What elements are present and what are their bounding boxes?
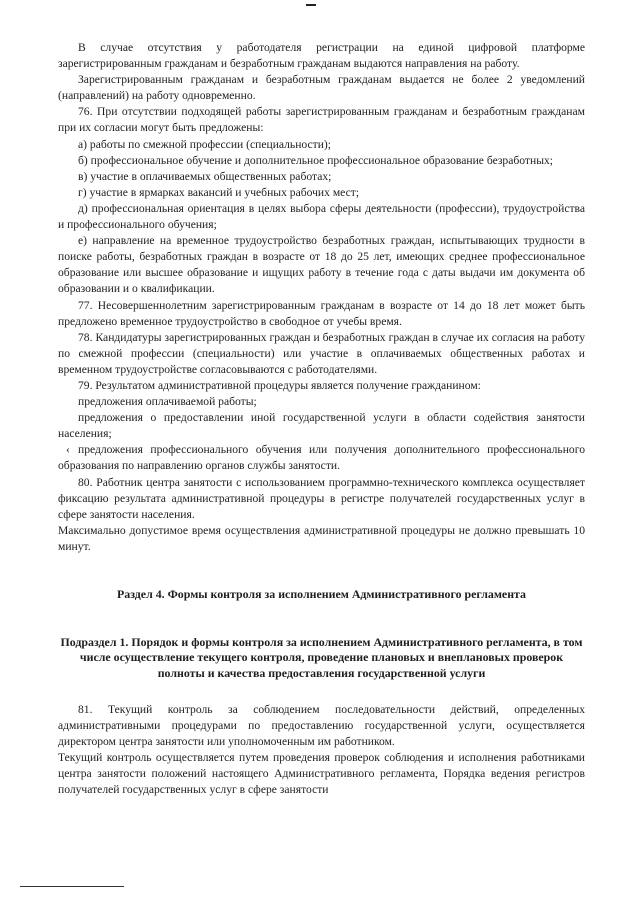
paragraph-p13 — [58, 394, 585, 410]
paragraph-text: Зарегистрированным гражданам и безработным гражданам выдается не более 2 уведомлений (направлений) на работу одновременно. — [58, 73, 585, 103]
paragraph-text: б) профессиональное обучение и дополнительное профессиональное образование безработных; — [78, 153, 553, 167]
paragraph-text: предложения о предоставлении иной государственной услуги в области содействия занятости населения; — [58, 411, 585, 441]
paragraph-text: 80. Работник центра занятости с использованием программно-технического комплекса осуществляет фиксацию результата административной процедуры в регистре получателей государственных услуг в сфере занятости населения. — [58, 475, 585, 521]
paragraph-text: Текущий контроль осуществляется путем проведения проверок соблюдения и исполнения работниками центра занятости положений настоящего Административного регламента, Порядка ведения регистров получателей государственных услуг в сфере занятости — [58, 751, 585, 797]
paragraph-p17 — [58, 523, 585, 555]
paragraphs-top — [58, 40, 585, 555]
document-body — [58, 40, 585, 799]
paragraph-p9 — [58, 233, 585, 297]
top-dash — [306, 4, 316, 6]
paragraph-text: 78. Кандидатуры зарегистрированных граждан и безработных граждан в случае их согласия на работу по смежной профессии (специальности) или участие в оплачиваемых общественных работах и временном трудоустройстве согласовываются с работодателями. — [58, 330, 585, 376]
paragraph-p4 — [58, 137, 585, 153]
paragraph-text: Максимально допустимое время осуществления административной процедуры не должно превышать 10 минут. — [58, 523, 585, 553]
paragraph-p10 — [58, 298, 585, 330]
paragraph-p1 — [58, 40, 585, 72]
paragraph-text: предложения профессионального обучения или получения дополнительного профессионального образования по направлению органов службы занятости. — [58, 443, 585, 473]
paragraph-p6 — [58, 169, 585, 185]
paragraph-p8 — [58, 201, 585, 233]
section-heading: Раздел 4. Формы контроля за исполнением Административного регламента — [117, 587, 526, 601]
paragraph-text: 79. Результатом административной процедуры является получение гражданином: — [78, 378, 481, 392]
paragraph-text: 76. При отсутствии подходящей работы зарегистрированным гражданам и безработным гражданам при их согласии могут быть предложены: — [58, 105, 585, 135]
paragraph-p5 — [58, 153, 585, 169]
paragraph-text: г) участие в ярмарках вакансий и учебных рабочих мест; — [78, 185, 360, 199]
paragraph-text: в) участие в оплачиваемых общественных работах; — [78, 169, 332, 183]
paragraph-p12 — [58, 378, 585, 394]
subsection-heading: Подраздел 1. Порядок и формы контроля за исполнением Административного регламента, в том числе осуществление текущего контроля, проведение плановых и внеплановых проверок полноты и качества предоставления государственной услуги — [60, 634, 583, 680]
footnote-rule — [20, 886, 124, 887]
paragraph-p2 — [58, 72, 585, 104]
paragraph-p15 — [58, 442, 585, 474]
paragraph-p16 — [58, 475, 585, 523]
paragraph-text: е) направление на временное трудоустройство безработных граждан, испытывающих трудности в поиске работы, безработных граждан в возрасте от 18 до 25 лет, имеющих среднее профессиональное образование или высшее образование и ищущих работу в течение года с даты выдачи им документа об образовании и о квалификации. — [58, 234, 585, 296]
paragraph-text: В случае отсутствия у работодателя регистрации на единой цифровой платформе зарегистрированным гражданам и безработным гражданам выдаются направления на работу. — [58, 41, 585, 71]
paragraph-p14 — [58, 410, 585, 442]
paragraphs-bottom — [58, 702, 585, 799]
paragraph-p18 — [58, 702, 585, 750]
paragraph-text: 77. Несовершеннолетним зарегистрированным гражданам в возрасте от 14 до 18 лет может быть предложено временное трудоустройство в свободное от учебы время. — [58, 298, 585, 328]
paragraph-text: д) профессиональная ориентация в целях выбора сферы деятельности (профессии), трудоустройства и профессионального обучения; — [58, 201, 585, 232]
paragraph-text: а) работы по смежной профессии (специальности); — [78, 137, 332, 151]
margin-mark: ‹ — [66, 443, 70, 457]
paragraph-text: предложения оплачиваемой работы; — [78, 395, 257, 409]
paragraph-p19 — [58, 750, 585, 798]
paragraph-text: 81. Текущий контроль за соблюдением последовательности действий, определенных административными процедурами по предоставлению государственной услуги, осуществляется директором центра занятости или уполномоченным им работником. — [58, 703, 585, 749]
paragraph-p3 — [58, 104, 585, 136]
paragraph-p7 — [58, 185, 585, 201]
paragraph-p11 — [58, 330, 585, 378]
